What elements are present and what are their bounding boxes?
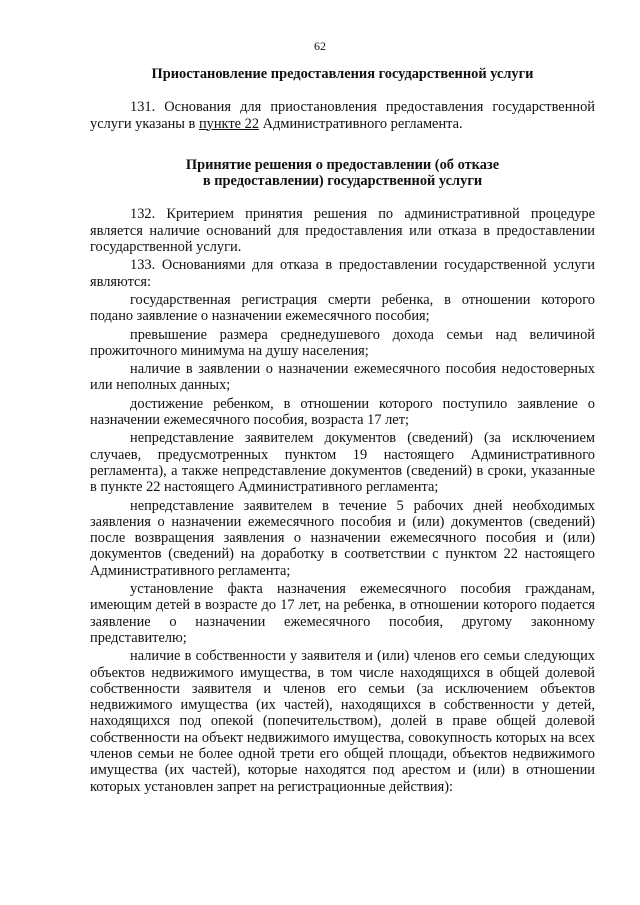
paragraph-132: 132. Критерием принятия решения по административной процедуре является наличие оснований для предоставления или отказа в предоставлении государственной услуги. [90, 206, 595, 256]
section-heading-decision-line-2: в предоставлении) государственной услуги [202, 173, 483, 190]
page-content [90, 66, 595, 795]
paragraph-131-text-end: Административного регламента. [259, 115, 463, 132]
paragraph-133: 133. Основаниями для отказа в предоставлении государственной услуги являются: [90, 257, 595, 290]
section-heading-suspension: Приостановление предоставления государственной услуги [151, 66, 534, 82]
refusal-ground-item: установление факта назначения ежемесячного пособия гражданам, имеющим детей в возрасте до 17 лет, на ребенка, в отношении которого подается заявление о назначении ежемесячного пособия, другому законному представителю; [90, 581, 595, 646]
paragraph-131 [90, 99, 595, 132]
refusal-ground-item: наличие в заявлении о назначении ежемесячного пособия недостоверных или неполных данных; [90, 361, 595, 394]
refusal-ground-item: достижение ребенком, в отношении которого поступило заявление о назначении ежемесячного пособия, возраста 17 лет; [90, 395, 595, 429]
regulation-link-clause-22[interactable]: пункте 22 [198, 115, 260, 132]
section-heading-decision-line-1: Принятие решения о предоставлении (об отказе [185, 156, 500, 173]
refusal-ground-item: непредставление заявителем документов (сведений) (за исключением случаев, предусмотренных пунктом 19 настоящего Административного регламента), а также непредставление документов (сведений) в сроки, указанные в пункте 22 настоящего Административного регламента; [90, 430, 595, 496]
refusal-ground-item: непредставление заявителем в течение 5 рабочих дней необходимых заявления о назначении ежемесячного пособия и (или) документов (сведений) после возвращения заявления о назначении ежемесячного пособия и (или) документов (сведений) на доработку в соответствии с пунктом 22 настоящего Административного регламента; [90, 497, 595, 579]
refusal-ground-item: превышение размера среднедушевого дохода семьи над величиной прожиточного минимума на душу населения; [90, 326, 595, 359]
refusal-ground-item: наличие в собственности у заявителя и (или) членов его семьи следующих объектов недвижимого имущества, в том числе находящихся в общей долевой собственности заявителя и членов его семьи (за исключением объектов недвижимого имущества (их частей), находящихся в собственности у детей, находящихся под опекой (попечительством), долей в праве общей долевой собственности на объект недвижимого имущества, совокупность которых на всех членов семьи не более одной трети его общей площади, объектов недвижимого имущества (их частей), которые находятся под арестом и (или) в отношении которых установлен запрет на регистрационные действия): [90, 648, 595, 795]
paragraph-131-text-start: 131. Основания для приостановления предоставления государственной услуги указаны в [90, 99, 595, 132]
page-number: 62 [314, 39, 326, 53]
section-heading-decision [90, 157, 595, 190]
refusal-ground-item: государственная регистрация смерти ребенка, в отношении которого подано заявление о назначении ежемесячного пособия; [90, 291, 595, 325]
